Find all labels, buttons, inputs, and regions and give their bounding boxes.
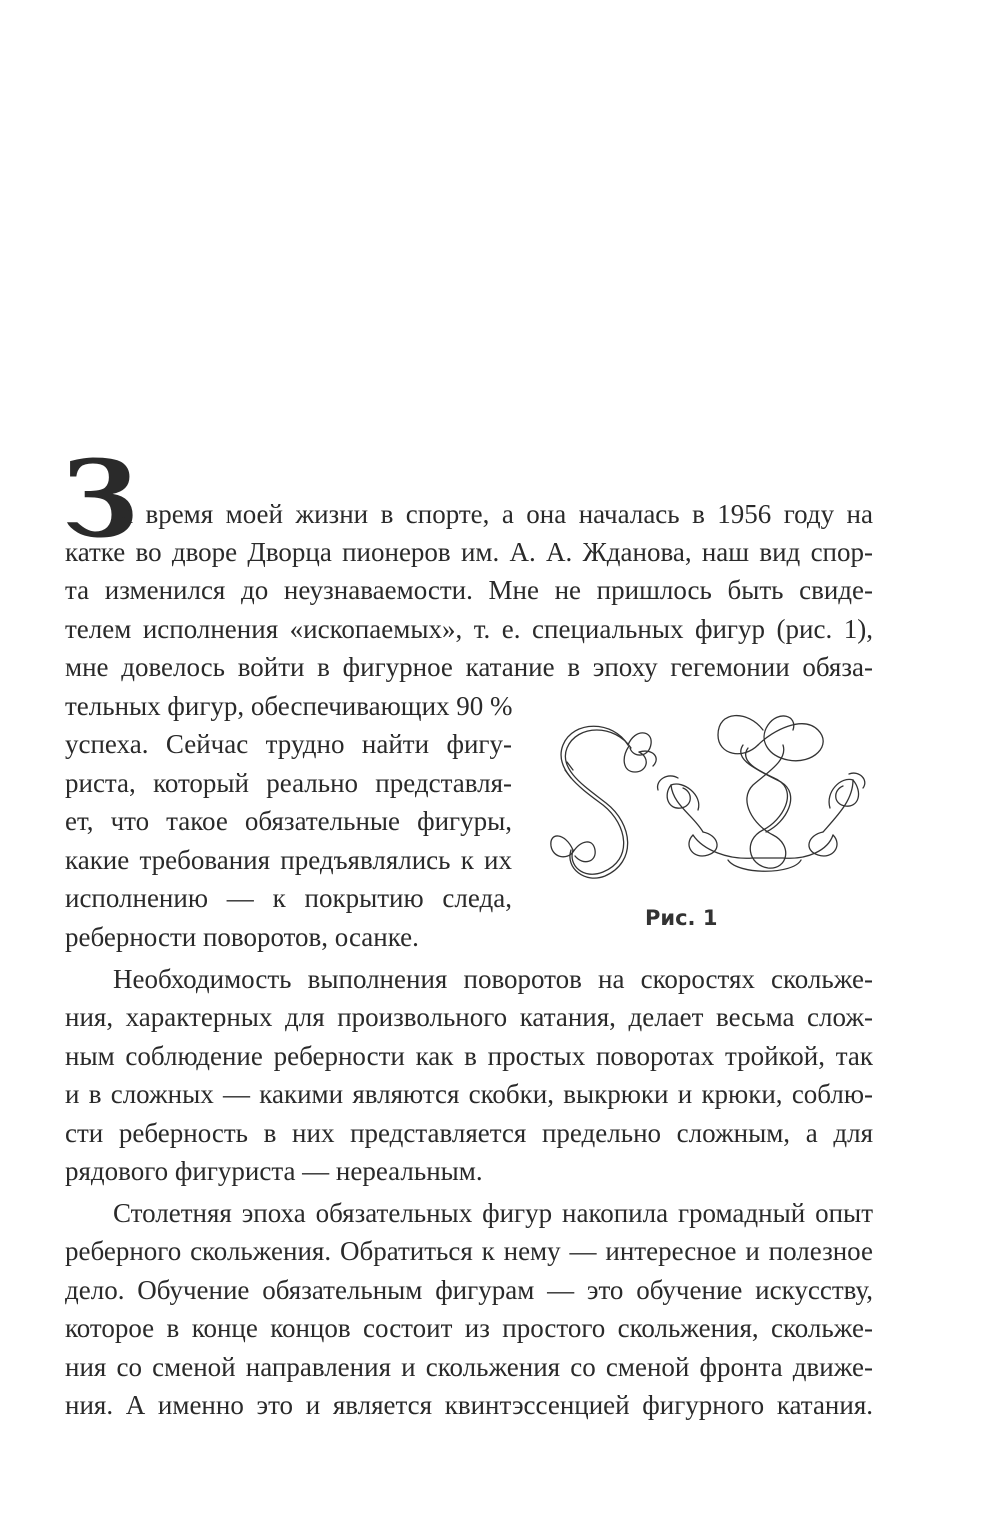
text-line: которое в конце концов состоит из простого скольжения, скольже-	[65, 1313, 873, 1343]
text-line: ет, что такое обязательные фигуры,	[65, 806, 512, 836]
text-line: успеха. Сейчас трудно найти фигу-	[65, 729, 512, 759]
text-line: Столетняя эпоха обязательных фигур накопила громадный опыт	[113, 1198, 873, 1228]
text-line: тельных фигур, обеспечивающих 90 %	[65, 691, 513, 721]
text-line: ния. А именно это и является квинтэссенцией фигурного катания.	[65, 1390, 873, 1420]
text-line: дело. Обучение обязательным фигурам — это обучение искусству,	[65, 1275, 873, 1305]
figure-caption: Рис. 1	[645, 906, 718, 930]
s-figure-icon	[551, 726, 656, 878]
text-line: ным соблюдение реберности как в простых поворотах тройкой, так	[65, 1041, 873, 1071]
text-line: реберного скольжения. Обратиться к нему — интересное и полезное	[65, 1236, 873, 1266]
text-line: ния, характерных для произвольного катания, делает весьма слож-	[65, 1002, 873, 1032]
text-line: риста, который реально представля-	[65, 768, 512, 798]
text-line: рядового фигуриста — нереальным.	[65, 1156, 483, 1186]
text-line: та изменился до неузнаваемости. Мне не пришлось быть свиде-	[65, 575, 873, 605]
skating-figure-illustration	[543, 700, 883, 890]
drop-cap: З	[62, 436, 139, 561]
text-line: какие требования предъявлялись к их	[65, 845, 512, 875]
text-line: ния со сменой направления и скольжения со сменой фронта движе-	[65, 1352, 873, 1382]
ornate-figure-icon	[658, 716, 865, 872]
text-line: а время моей жизни в спорте, а она началась в 1956 году на	[121, 499, 873, 529]
text-line: Необходимость выполнения поворотов на скоростях скольже-	[113, 964, 873, 994]
text-line: и в сложных — какими являются скобки, выкрюки и крюки, соблю-	[65, 1079, 873, 1109]
text-line: сти реберность в них представляется предельно сложным, а для	[65, 1118, 873, 1148]
text-line: мне довелось войти в фигурное катание в эпоху гегемонии обяза-	[65, 652, 873, 682]
text-line: исполнению — к покрытию следа,	[65, 883, 512, 913]
text-line: реберности поворотов, осанке.	[65, 922, 419, 952]
text-line: катке во дворе Дворца пионеров им. А. А. Жданова, наш вид спор-	[65, 537, 873, 567]
text-line: телем исполнения «ископаемых», т. е. специальных фигур (рис. 1),	[65, 614, 873, 644]
